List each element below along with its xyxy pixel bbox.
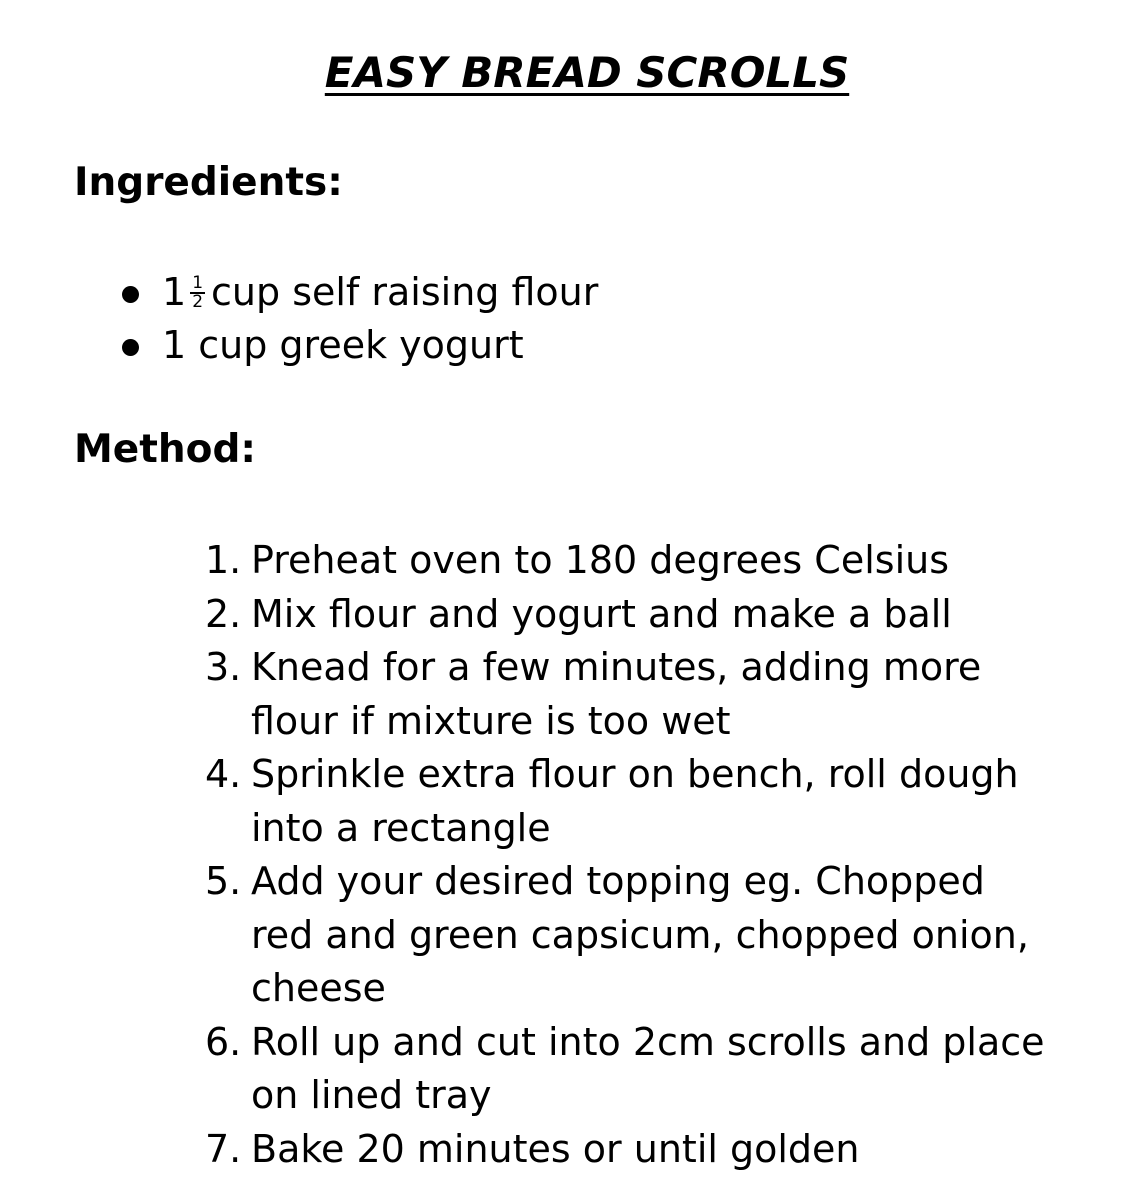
- step-line: Knead for a few minutes, adding more: [251, 645, 982, 689]
- fraction-numerator: 1: [192, 272, 204, 293]
- ingredients-heading: Ingredients:: [74, 160, 343, 205]
- method-step: [205, 641, 1135, 748]
- recipe-title: EASY BREAD SCROLLS: [324, 48, 850, 97]
- step-number: 3.: [205, 645, 242, 689]
- step-line: on lined tray: [251, 1073, 492, 1117]
- ingredient-text: 1 cup greek yogurt: [162, 323, 524, 367]
- step-line: Add your desired topping eg. Chopped: [251, 859, 985, 903]
- step-line: into a rectangle: [251, 805, 551, 850]
- method-step: [205, 855, 1135, 1016]
- step-number: 1.: [205, 538, 242, 582]
- step-line: flour if mixture is too wet: [251, 698, 731, 743]
- step-line: cheese: [251, 966, 386, 1010]
- method-step: [205, 1123, 1135, 1177]
- step-line: Roll up and cut into 2cm scrolls and place: [251, 1019, 1045, 1064]
- method-step: [205, 1016, 1135, 1123]
- method-step: [205, 534, 1135, 588]
- method-step: [205, 588, 1135, 642]
- bullet-icon: [122, 286, 139, 303]
- ingredient-item: [118, 266, 598, 319]
- step-line: Bake 20 minutes or until golden: [251, 1126, 860, 1171]
- fraction-denominator: 2: [192, 291, 204, 312]
- step-number: 7.: [205, 1126, 242, 1171]
- step-number: 4.: [205, 752, 242, 796]
- step-line: Preheat oven to 180 degrees Celsius: [251, 538, 950, 582]
- ingredient-item: [118, 319, 598, 372]
- step-number: 5.: [205, 859, 242, 903]
- method-heading: Method:: [74, 427, 256, 472]
- step-line: Sprinkle extra flour on bench, roll dough: [251, 752, 1019, 796]
- ingredient-quantity-whole: 1: [162, 270, 187, 314]
- fraction: [190, 272, 205, 312]
- method-list: [205, 534, 1135, 1176]
- bullet-icon: [122, 339, 139, 356]
- ingredient-text: cup self raising flour: [211, 270, 599, 314]
- step-number: 6.: [205, 1019, 242, 1064]
- ingredients-list: [118, 266, 598, 372]
- step-number: 2.: [205, 591, 242, 636]
- step-line: Mix flour and yogurt and make a ball: [251, 591, 952, 636]
- method-step: [205, 748, 1135, 855]
- step-line: red and green capsicum, chopped onion,: [251, 912, 1029, 957]
